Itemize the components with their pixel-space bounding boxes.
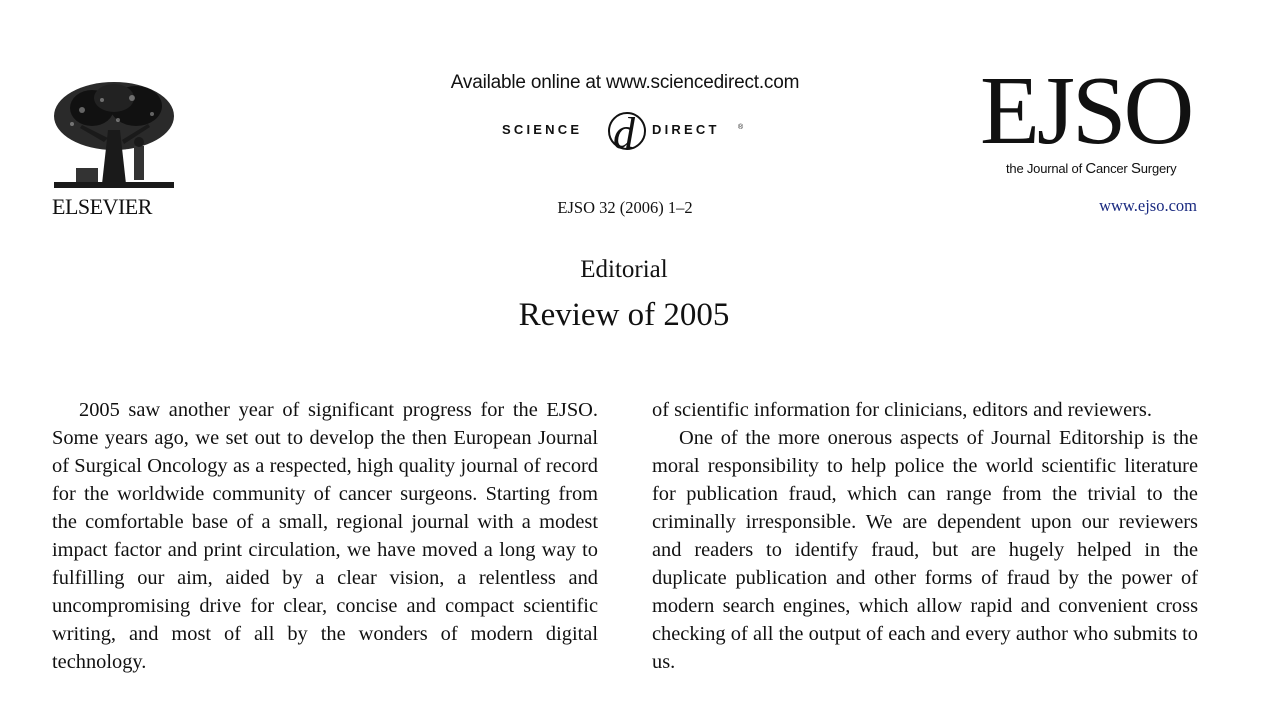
- body-paragraph: One of the more onerous aspects of Journal Editorship is the moral responsibility to help police the world scientific literature for publication fraud, which can range from the trivial to the criminally irresponsible. We are dependent upon our reviewers and readers to identify fraud, but are hugely helped in the duplicate publication and other forms of fraud by the power of modern search engines, which allow rapid and convenient cross checking of all the output of each and every author who submits to us.: [652, 427, 1198, 673]
- sd-logo-mark: d: [613, 109, 635, 156]
- left-column: [52, 396, 598, 676]
- sd-logo-reg-mark: ®: [738, 124, 744, 131]
- subtitle-part: urgery: [1140, 161, 1177, 176]
- article-title: Review of 2005: [518, 297, 730, 333]
- continuation-paragraph: of scientific information for clinicians, editors and reviewers.: [652, 399, 1152, 421]
- subtitle-part-cap: S: [1130, 160, 1141, 177]
- subtitle-part: the Journal of: [1006, 161, 1086, 176]
- journal-logo: EJSO: [980, 57, 1192, 165]
- journal-subtitle: [1006, 160, 1176, 177]
- subtitle-part: ancer: [1096, 161, 1131, 176]
- sd-logo-right-text: DIRECT: [652, 122, 720, 137]
- body-paragraph: 2005 saw another year of significant progress for the EJSO. Some years ago, we set out to develop the then European Journal of Surgical Oncology as a respected, high quality journal of record for the worldwide community of cancer surgeons. Starting from the comfortable base of a small, regional journal with a modest impact factor and print circulation, we have moved a long way to fulfilling our aim, aided by a clear vision, a relentless and uncompromising drive for clear, concise and compact scientific writing, and most of all by the wonders of modern digital technology.: [52, 399, 598, 673]
- journal-url-link[interactable]: www.ejso.com: [1099, 196, 1197, 215]
- available-online-text: Available online at www.sciencedirect.com: [450, 72, 800, 93]
- subtitle-part-cap: C: [1085, 160, 1097, 177]
- right-column: [652, 396, 1198, 676]
- section-label: Editorial: [580, 256, 668, 283]
- publisher-name: ELSEVIER: [52, 194, 152, 219]
- sd-logo-left-text: SCIENCE: [502, 122, 583, 137]
- tree-engraving-icon: [52, 80, 176, 192]
- sciencedirect-logo-icon: [500, 104, 760, 156]
- citation: EJSO 32 (2006) 1–2: [557, 198, 693, 217]
- sciencedirect-logo: [500, 104, 760, 156]
